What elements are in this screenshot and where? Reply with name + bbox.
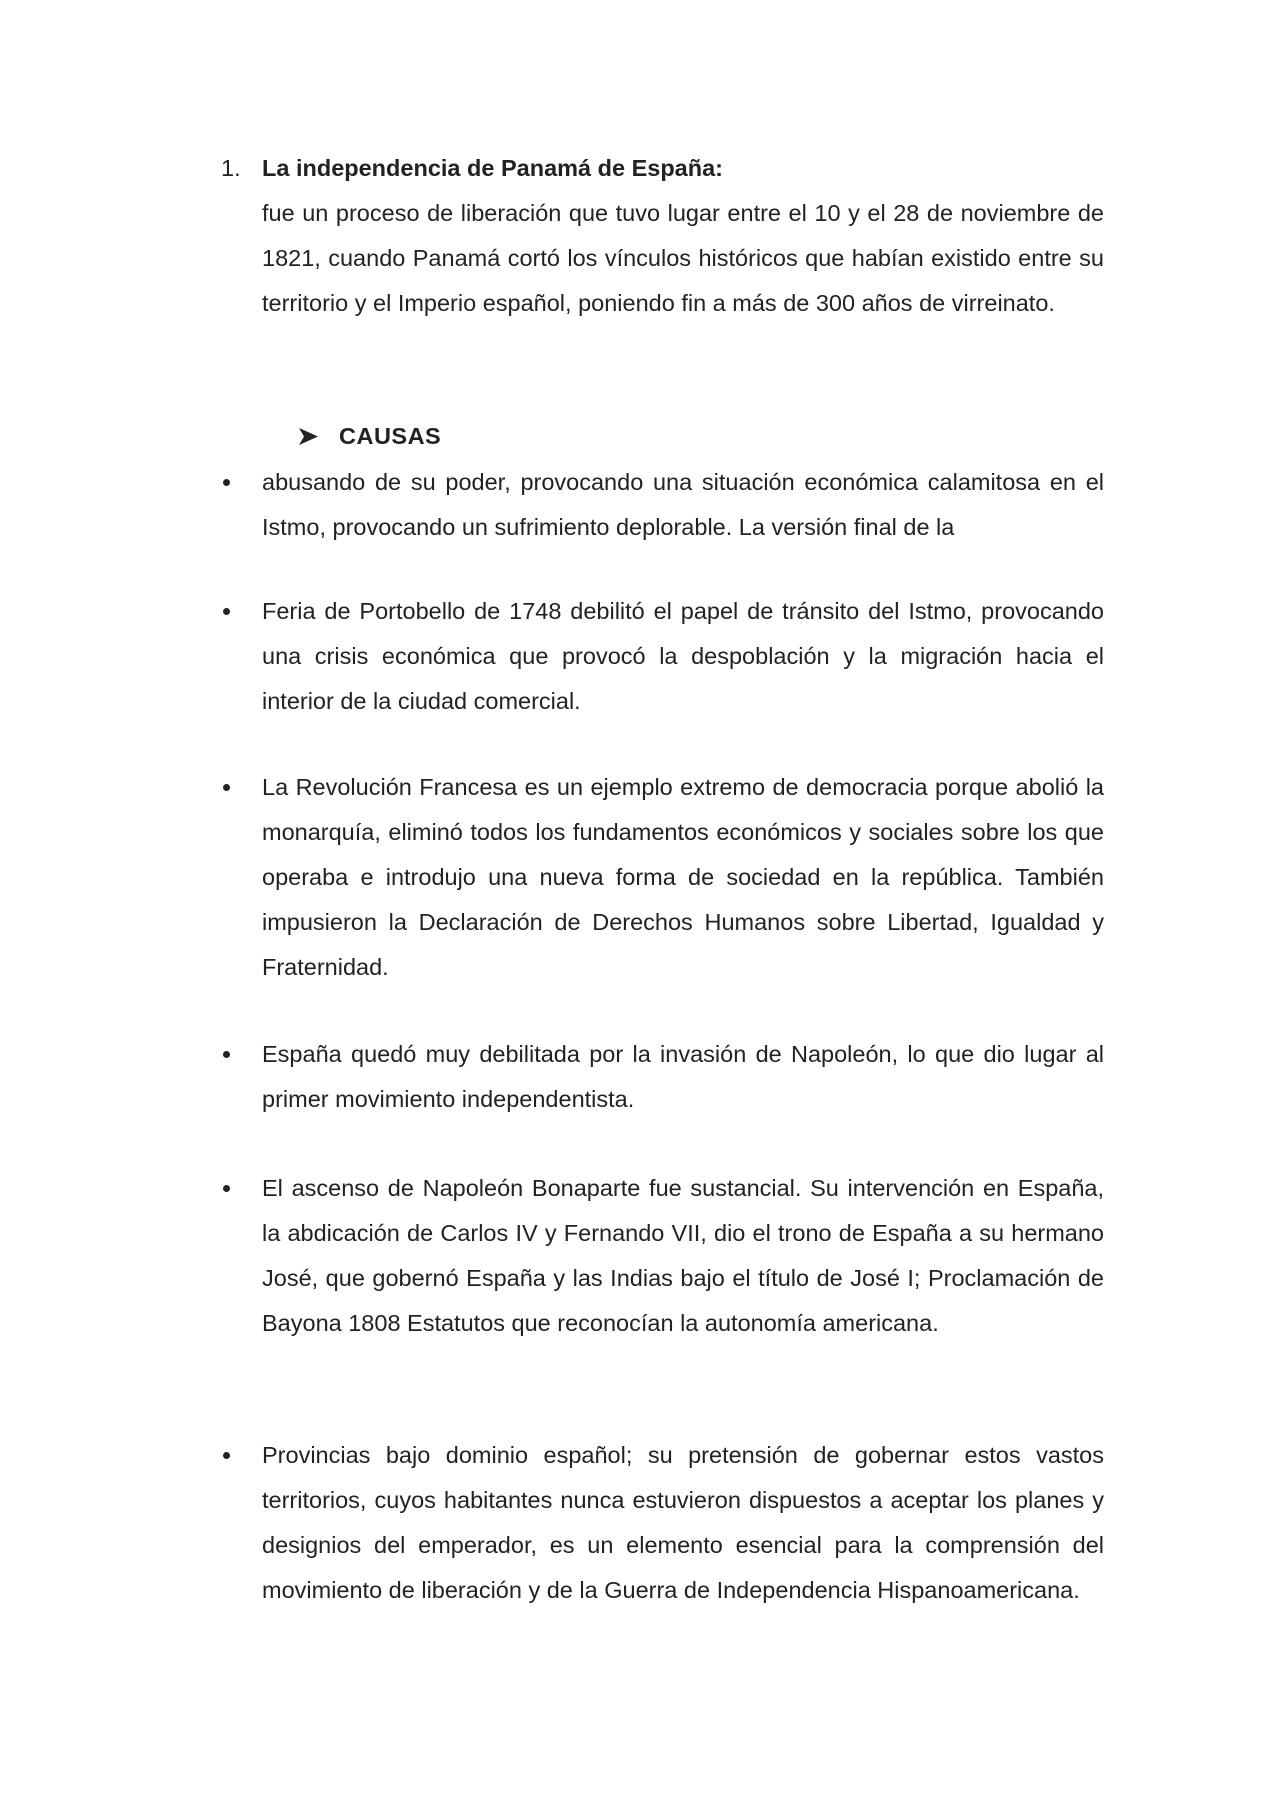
intro-paragraph: fue un proceso de liberación que tuvo lugar entre el 10 y el 28 de noviembre de 1821, cuando Panamá cortó los vínculos históricos que habían existido entre su territorio y el Imperio español, poniendo fin a más de 300 años de virreinato. [262,200,1104,316]
section-heading-label: CAUSAS [339,423,442,449]
bullet-dot-icon [221,1433,241,1478]
heading-number: 1. [221,155,241,181]
bullet-dot-icon [221,765,241,810]
list-item-text: España quedó muy debilitada por la invasión de Napoleón, lo que dio lugar al primer movimiento independentista. [262,1041,1104,1112]
list-item [221,1032,1104,1122]
list-item-text: El ascenso de Napoleón Bonaparte fue sustancial. Su intervención en España, la abdicación de Carlos IV y Fernando VII, dio el trono de España a su hermano José, que gobernó España y las Indias bajo el título de José I; Proclamación de Bayona 1808 Estatutos que reconocían la autonomía americana. [262,1175,1104,1336]
heading-title: La independencia de Panamá de España: [262,155,724,181]
list-item-text: Provincias bajo dominio español; su pretensión de gobernar estos vastos territorios, cuyos habitantes nunca estuvieron dispuestos a aceptar los planes y designios del emperador, es un elemento esencial para la comprensión del movimiento de liberación y de la Guerra de Independencia Hispanoamericana. [262,1442,1104,1603]
list-item-text: abusando de su poder, provocando una situación económica calamitosa en el Istmo, provocando un sufrimiento deplorable. La versión final de la [262,469,1104,540]
list-item [221,589,1104,724]
bullet-dot-icon [221,1166,241,1211]
bullet-dot-icon [221,589,241,634]
list-item [221,1166,1104,1391]
list-item [221,765,1104,990]
list-item [221,460,1104,550]
bullet-dot-icon [221,460,241,505]
list-item-text: La Revolución Francesa es un ejemplo extremo de democracia porque abolió la monarquía, eliminó todos los fundamentos económicos y sociales sobre los que operaba e introdujo una nueva forma de sociedad en la república. También impusieron la Declaración de Derechos Humanos sobre Libertad, Igualdad y Fraternidad. [262,774,1104,980]
bullet-dot-icon [221,1032,241,1077]
list-item-text: Feria de Portobello de 1748 debilitó el papel de tránsito del Istmo, provocando una crisis económica que provocó la despoblación y la migración hacia el interior de la ciudad comercial. [262,598,1104,714]
arrowhead-bullet-icon [297,414,321,459]
list-item [221,1433,1104,1658]
